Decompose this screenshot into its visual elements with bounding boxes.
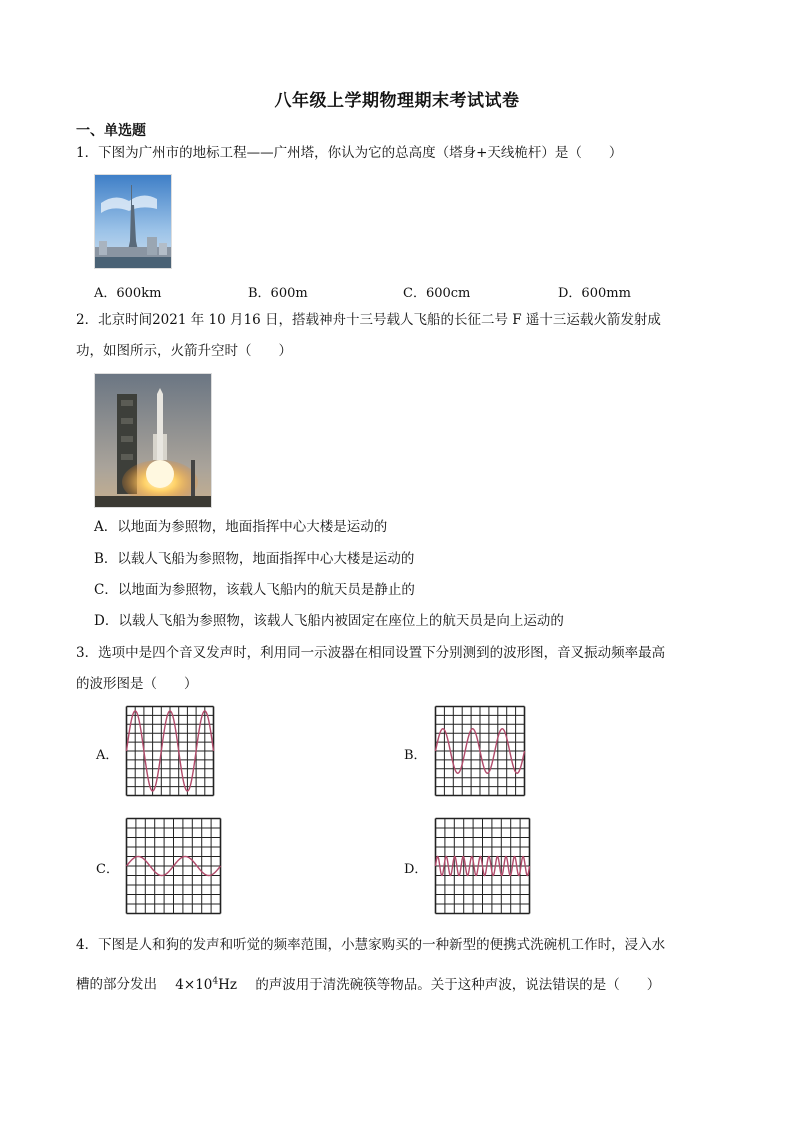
question-4-line-1: 4．下图是人和狗的发声和听觉的频率范围，小慧家购买的一种新型的便携式洗碗机工作时，浸入水 xyxy=(76,937,666,953)
question-3-option-c-label[interactable]: C． xyxy=(96,862,119,877)
section-heading: 一、单选题 xyxy=(76,123,146,139)
question-1-text: 1．下图为广州市的地标工程——广州塔，你认为它的总高度（塔身+天线桅杆）是（ ） xyxy=(76,145,623,161)
question-3-line-2: 的波形图是（ ） xyxy=(76,676,198,692)
question-2-option-d[interactable]: D．以载人飞船为参照物，该载人飞船内被固定在座位上的航天员是向上运动的 xyxy=(94,613,564,629)
oscilloscope-c[interactable] xyxy=(125,817,222,915)
oscilloscope-a[interactable] xyxy=(125,705,215,797)
question-1-option-b[interactable]: B．600m xyxy=(248,286,308,301)
question-1-option-a[interactable]: A．600km xyxy=(94,286,162,301)
question-3-line-1: 3．选项中是四个音叉发声时，利用同一示波器在相同设置下分别测到的波形图，音叉振动频率最高 xyxy=(76,645,666,661)
question-2-option-c[interactable]: C．以地面为参照物，该载人飞船内的航天员是静止的 xyxy=(94,582,415,598)
formula-unit: Hz xyxy=(218,976,238,993)
question-4-text-after-formula: 的声波用于清洗碗筷等物品。关于这种声波，说法错误的是（ ） xyxy=(255,976,661,993)
question-3-option-b-label[interactable]: B． xyxy=(404,748,427,763)
question-3-option-a-label[interactable]: A． xyxy=(96,748,119,763)
question-2-line-1: 2．北京时间2021 年 10 月16 日，搭载神舟十三号载人飞船的长征二号 F 遥十三运载火箭发射成 xyxy=(76,312,661,328)
question-2-option-b[interactable]: B．以载人飞船为参照物，地面指挥中心大楼是运动的 xyxy=(94,551,415,567)
question-2-option-a[interactable]: A．以地面为参照物，地面指挥中心大楼是运动的 xyxy=(94,519,388,535)
question-4-line-2 xyxy=(76,971,660,995)
question-1-option-d[interactable]: D．600mm xyxy=(558,286,631,301)
page-title: 八年级上学期物理期末考试试卷 xyxy=(274,91,520,111)
question-4-text-before-formula: 槽的部分发出 xyxy=(76,976,157,993)
question-1-option-c[interactable]: C．600cm xyxy=(403,286,471,301)
formula-exponent: 4 xyxy=(212,976,219,986)
frequency-formula xyxy=(175,977,237,993)
oscilloscope-d[interactable] xyxy=(434,817,531,915)
canton-tower-photo xyxy=(94,174,172,269)
rocket-launch-photo xyxy=(94,373,212,508)
question-3-option-d-label[interactable]: D． xyxy=(404,862,428,877)
formula-base: 4×10 xyxy=(175,976,213,993)
question-2-line-2: 功，如图所示，火箭升空时（ ） xyxy=(76,343,292,359)
oscilloscope-b[interactable] xyxy=(434,705,526,797)
